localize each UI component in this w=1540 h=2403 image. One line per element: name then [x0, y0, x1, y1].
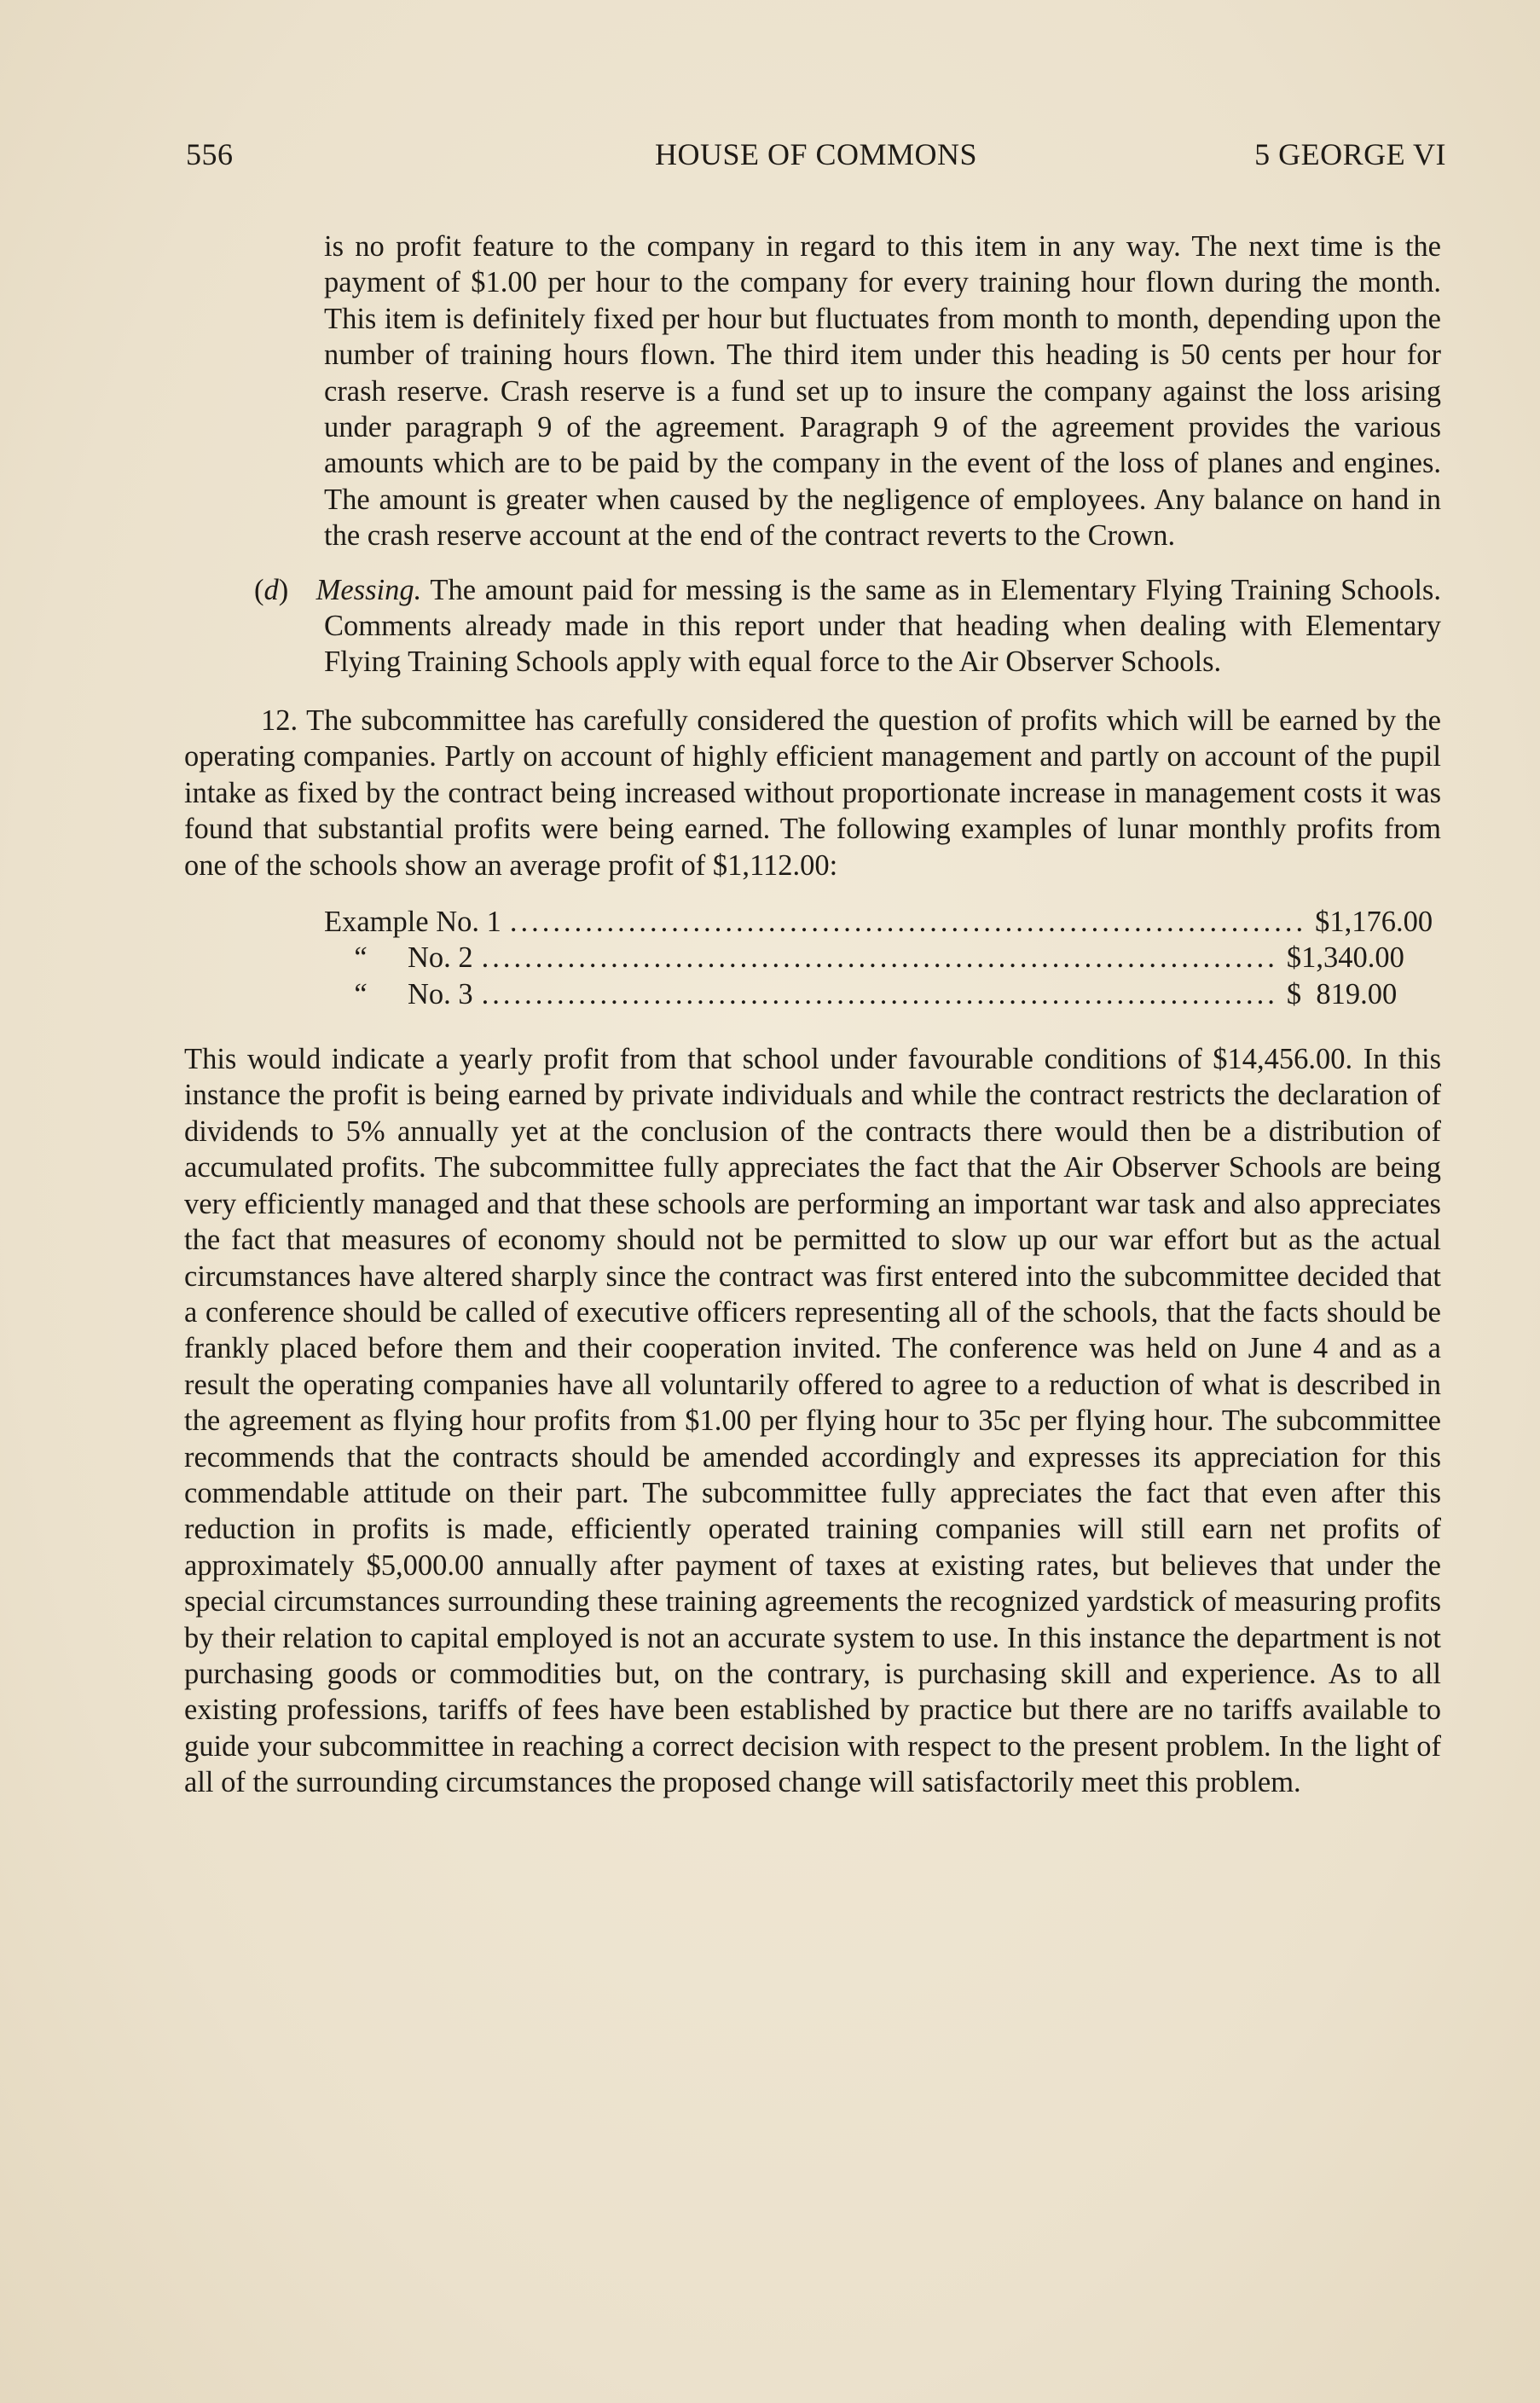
- continuation-paragraph: is no profit feature to the company in regard to this item in any way. The next time is the payment of $1.00 per hour to the company for every training hour flown during the month. This item is definitely fixed per hour but fluctuates from month to month, depending upon the number of training hours flown. The third item under this heading is 50 cents per hour for crash reserve. Crash reserve is a fund set up to insure the company against the loss arising under paragraph 9 of the agreement. Paragraph 9 of the agreement provides the various amounts which are to be paid by the company in the event of the loss of planes and engines. The amount is greater when caused by the negligence of employees. Any balance on hand in the crash reserve account at the end of the contract reverts to the Crown.: [324, 230, 1441, 553]
- example-row-1: [324, 904, 1433, 940]
- example-amount: $1,176.00: [1315, 905, 1433, 938]
- example-label: No. 2: [408, 941, 473, 975]
- item-d-text: The amount paid for messing is the same as in Elementary Flying Training Schools. Comments already made in this report under that heading when dealing with Elementary Flying Training Schools apply with equal force to the Air Observer Schools.: [324, 573, 1441, 679]
- page-title: HOUSE OF COMMONS: [654, 137, 978, 171]
- example-amount: $1,340.00: [1286, 941, 1404, 975]
- reign-label: 5 GEORGE VI: [1254, 137, 1446, 171]
- item-d-paragraph: (d) Messing. The amount paid for messing is the same as in Elementary Flying Training Schools. Comments already made in this report under that heading when dealing with Elementary Flying Training Schools apply with equal force to the Air Observer Schools.: [254, 573, 1441, 679]
- example-amount: $ 819.00: [1286, 977, 1398, 1010]
- example-label: No. 3: [408, 977, 473, 1010]
- running-header: [186, 136, 1446, 179]
- ditto-mark: “: [351, 941, 368, 975]
- ditto-mark: “: [351, 977, 368, 1010]
- dot-leader: ..........................................................................: [481, 941, 1278, 975]
- item-d-label: Messing.: [316, 573, 422, 606]
- page-number: 556: [186, 137, 234, 171]
- example-prefix: Example: [324, 905, 429, 938]
- body-text: [184, 229, 1441, 1801]
- example-label: No. 1: [436, 905, 501, 938]
- closing-paragraph: This would indicate a yearly profit from that school under favourable conditions of $14,456.00. In this instance the profit is being earned by private individuals and while the contract restricts the declaration of dividends to 5% annually yet at the conclusion of the contracts there would then be a distribution of accumulated profits. The subcommittee fully appreciates the fact that the Air Observer Schools are being very efficiently managed and that these schools are performing an important war task and also appreciates the fact that measures of economy should not be permitted to slow up our war effort but as the actual circumstances have altered sharply since the contract was first entered into the subcommittee decided that a conference should be called of executive officers representing all of the schools, that the facts should be frankly placed before them and their cooperation invited. The conference was held on June 4 and as a result the operating companies have all voluntarily offered to agree to a reduction of what is described in the agreement as flying hour profits from $1.00 per flying hour to 35c per flying hour. The subcommittee recommends that the contracts should be amended accordingly and expresses its appreciation for this commendable attitude on their part. The subcommittee fully appreciates the fact that even after this reduction in profits is made, efficiently operated training companies will still earn net profits of approximately $5,000.00 annually after payment of taxes at existing rates, but believes that under the special circumstances surrounding these training agreements the recognized yardstick of measuring profits by their relation to capital employed is not an accurate system to use. In this instance the department is not purchasing goods or commodities but, on the contrary, is purchasing skill and experience. As to all existing professions, tariffs of fees have been established by practice but there are no tariffs available to guide your subcommittee in reaching a correct decision with respect to the present problem. In the light of all of the surrounding circumstances the proposed change will satisfactorily meet this problem.: [184, 1043, 1441, 1799]
- dot-leader: ..........................................................................: [509, 905, 1307, 938]
- examples-list: [324, 904, 1433, 1012]
- item-d-letter: d: [263, 573, 279, 606]
- paragraph-12: 12. The subcommittee has carefully considered the question of profits which will be earned by the operating companies. Partly on account of highly efficient management and partly on account of the pupil intake as fixed by the contract being increased without proportionate increase in management costs it was found that substantial profits were being earned. The following examples of lunar monthly profits from one of the schools show an average profit of $1,112.00:: [184, 704, 1441, 882]
- example-row-3: [324, 976, 1398, 1012]
- dot-leader: ..........................................................................: [481, 977, 1278, 1010]
- example-row-2: [324, 940, 1404, 976]
